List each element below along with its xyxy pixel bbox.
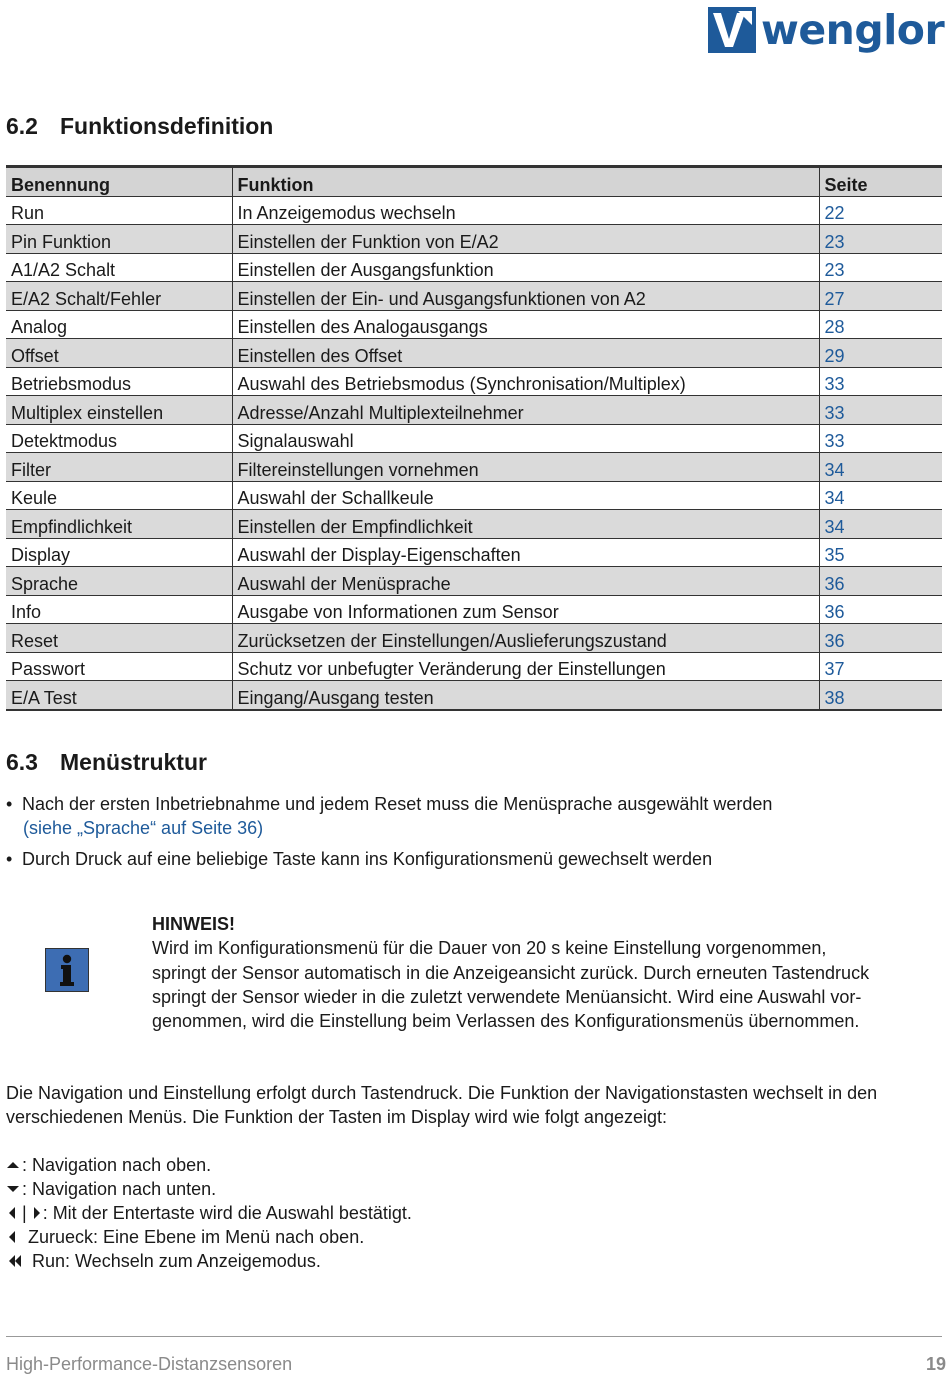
page-number: 19 <box>925 1354 946 1374</box>
key-legend-item <box>6 1225 412 1249</box>
wenglor-logo <box>708 6 944 54</box>
cell-seite[interactable]: 28 <box>819 310 942 339</box>
note-title: HINWEIS! <box>152 914 235 934</box>
table-row <box>6 367 942 396</box>
table-row <box>6 538 942 567</box>
function-table-body <box>6 196 942 710</box>
key-legend <box>6 1153 412 1273</box>
cell-seite[interactable]: 23 <box>819 225 942 254</box>
key-description: : Navigation nach unten. <box>22 1179 217 1199</box>
cell-benennung: E/A2 Schalt/Fehler <box>6 282 232 311</box>
bullet-text: Nach der ersten Inbetriebnahme und jedem Reset muss die Menüsprache ausgewählt werden <box>22 794 773 814</box>
cell-benennung: Pin Funktion <box>6 225 232 254</box>
cross-reference-link[interactable]: (siehe „Sprache“ auf Seite 36) <box>23 818 264 838</box>
table-row <box>6 396 942 425</box>
cell-funktion: Ausgabe von Informationen zum Sensor <box>232 595 819 624</box>
key-description: Zurueck: Eine Ebene im Menü nach oben. <box>28 1227 365 1247</box>
key-legend-item <box>6 1249 412 1273</box>
key-legend-item <box>6 1153 412 1177</box>
cell-seite[interactable]: 34 <box>819 481 942 510</box>
note-box <box>152 912 942 1033</box>
cell-benennung: Analog <box>6 310 232 339</box>
note-line: springt der Sensor wieder in die zuletzt verwendete Menüansicht. Wird eine Auswahl vor- <box>152 986 862 1007</box>
section-number: 6.3 <box>6 749 38 775</box>
cell-benennung: Sprache <box>6 567 232 596</box>
column-header-funktion: Funktion <box>232 167 819 197</box>
cell-benennung: Reset <box>6 624 232 653</box>
cell-seite[interactable]: 33 <box>819 367 942 396</box>
logo-wordmark: wenglor <box>761 6 945 54</box>
cell-seite[interactable]: 36 <box>819 567 942 596</box>
paragraph-line: verschiedenen Menüs. Die Funktion der Tasten im Display wird wie folgt angezeigt: <box>6 1107 667 1127</box>
cell-benennung: Display <box>6 538 232 567</box>
table-header-row <box>6 167 942 197</box>
function-table <box>6 165 942 711</box>
key-description: Run: Wechseln zum Anzeigemodus. <box>32 1251 321 1271</box>
column-header-seite: Seite <box>819 167 942 197</box>
bullet-text: Durch Druck auf eine beliebige Taste kann ins Konfigurationsmenü gewechselt werden <box>22 849 713 869</box>
table-row <box>6 339 942 368</box>
table-row <box>6 196 942 225</box>
cell-seite[interactable]: 33 <box>819 424 942 453</box>
cell-funktion: Auswahl der Menüsprache <box>232 567 819 596</box>
info-icon <box>45 948 89 992</box>
table-row <box>6 567 942 596</box>
footer-divider <box>6 1336 942 1337</box>
bullet-item <box>6 847 936 871</box>
cell-seite[interactable]: 34 <box>819 510 942 539</box>
key-separator: | <box>22 1203 27 1223</box>
cell-funktion: Filtereinstellungen vornehmen <box>232 453 819 482</box>
footer-document-title: High-Performance-Distanzsensoren <box>6 1354 293 1374</box>
cell-seite[interactable]: 36 <box>819 595 942 624</box>
cell-benennung: Detektmodus <box>6 424 232 453</box>
note-line: genommen, wird die Einstellung beim Verlassen des Konfigurationsmenüs übernommen. <box>152 1011 860 1032</box>
cell-seite[interactable]: 37 <box>819 652 942 681</box>
table-row <box>6 282 942 311</box>
cell-seite[interactable]: 29 <box>819 339 942 368</box>
cell-benennung: Keule <box>6 481 232 510</box>
cell-benennung: Info <box>6 595 232 624</box>
cell-funktion: Einstellen der Empfindlichkeit <box>232 510 819 539</box>
cell-benennung: Multiplex einstellen <box>6 396 232 425</box>
paragraph-line: Die Navigation und Einstellung erfolgt durch Tastendruck. Die Funktion der Navigationstasten wechselt in den <box>6 1083 878 1103</box>
cell-benennung: Filter <box>6 453 232 482</box>
cell-benennung: Run <box>6 196 232 225</box>
cell-seite[interactable]: 33 <box>819 396 942 425</box>
cell-funktion: Signalauswahl <box>232 424 819 453</box>
cell-funktion: Einstellen der Ein- und Ausgangsfunktionen von A2 <box>232 282 819 311</box>
table-row <box>6 481 942 510</box>
table-row <box>6 624 942 653</box>
cell-benennung: A1/A2 Schalt <box>6 253 232 282</box>
cell-funktion: Einstellen der Ausgangsfunktion <box>232 253 819 282</box>
cell-funktion: Auswahl der Display-Eigenschaften <box>232 538 819 567</box>
cell-seite[interactable]: 36 <box>819 624 942 653</box>
arrow-up-icon <box>6 1159 22 1171</box>
table-row <box>6 652 942 681</box>
table-row <box>6 424 942 453</box>
cell-benennung: Betriebsmodus <box>6 367 232 396</box>
cell-seite[interactable]: 35 <box>819 538 942 567</box>
cell-funktion: Einstellen der Funktion von E/A2 <box>232 225 819 254</box>
arrow-left-icon <box>6 1230 28 1244</box>
cell-benennung: Empfindlichkeit <box>6 510 232 539</box>
key-legend-item <box>6 1177 412 1201</box>
note-line: Wird im Konfigurationsmenü für die Dauer von 20 s keine Einstellung vorgenommen, <box>152 938 827 959</box>
cell-funktion: Eingang/Ausgang testen <box>232 681 819 710</box>
cell-seite[interactable]: 27 <box>819 282 942 311</box>
arrow-right-icon <box>31 1206 43 1220</box>
table-row <box>6 681 942 710</box>
cell-benennung: Offset <box>6 339 232 368</box>
cell-benennung: Passwort <box>6 652 232 681</box>
cell-funktion: Einstellen des Offset <box>232 339 819 368</box>
section-heading-funktionsdefinition <box>6 113 273 140</box>
cell-funktion: In Anzeigemodus wechseln <box>232 196 819 225</box>
table-row <box>6 453 942 482</box>
section-heading-menuestruktur <box>6 749 207 776</box>
key-legend-item <box>6 1201 412 1225</box>
wenglor-logo-mark <box>708 7 756 53</box>
cell-seite[interactable]: 34 <box>819 453 942 482</box>
note-line: springt der Sensor automatisch in die Anzeigeansicht zurück. Durch erneuten Tastendruck <box>152 962 870 983</box>
bullet-item <box>6 792 936 840</box>
cell-funktion: Auswahl des Betriebsmodus (Synchronisation/Multiplex) <box>232 367 819 396</box>
cell-funktion: Auswahl der Schallkeule <box>232 481 819 510</box>
section-title: Funktionsdefinition <box>60 113 274 139</box>
table-row <box>6 595 942 624</box>
table-row <box>6 310 942 339</box>
arrow-down-icon <box>6 1183 22 1195</box>
column-header-benennung: Benennung <box>6 167 232 197</box>
double-arrow-left-icon <box>6 1254 32 1268</box>
table-row <box>6 510 942 539</box>
navigation-paragraph <box>6 1081 946 1129</box>
bullet-list <box>6 792 936 878</box>
cell-funktion: Schutz vor unbefugter Veränderung der Einstellungen <box>232 652 819 681</box>
cell-seite[interactable]: 22 <box>819 196 942 225</box>
cell-funktion: Einstellen des Analogausgangs <box>232 310 819 339</box>
cell-seite[interactable]: 38 <box>819 681 942 710</box>
cell-benennung: E/A Test <box>6 681 232 710</box>
arrow-left-icon <box>6 1206 22 1220</box>
key-description: : Mit der Entertaste wird die Auswahl bestätigt. <box>42 1203 412 1223</box>
cell-funktion: Zurücksetzen der Einstellungen/Auslieferungszustand <box>232 624 819 653</box>
key-description: : Navigation nach oben. <box>22 1155 212 1175</box>
section-number: 6.2 <box>6 113 38 139</box>
cell-funktion: Adresse/Anzahl Multiplexteilnehmer <box>232 396 819 425</box>
table-row <box>6 253 942 282</box>
cell-seite[interactable]: 23 <box>819 253 942 282</box>
section-title: Menüstruktur <box>60 749 207 775</box>
table-row <box>6 225 942 254</box>
